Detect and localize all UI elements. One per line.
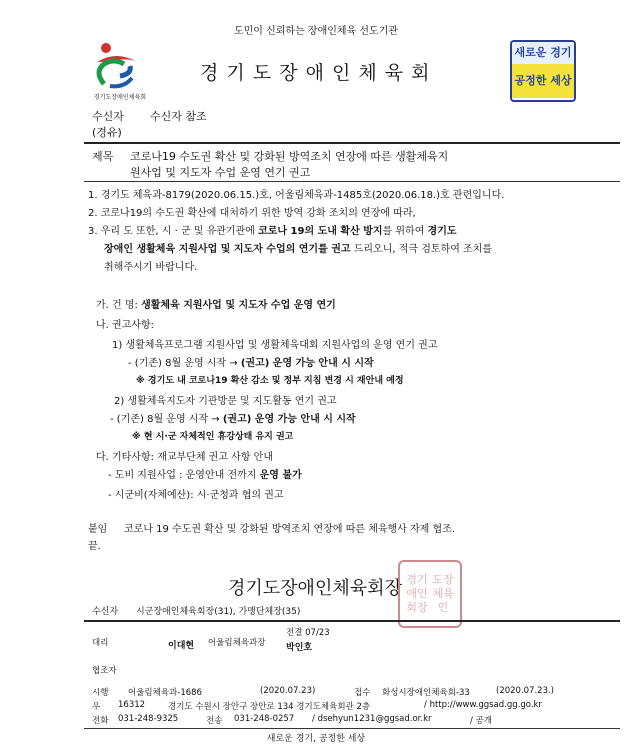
item-na-1-sub [128,354,374,369]
receipt-value: 화성시장애인체육회-33 [382,688,470,698]
official-seal [398,560,462,628]
phone-label: 전화 [92,716,109,726]
receipt-date: (2020.07.23.) [496,686,555,696]
item-na-2-note: ※ 현 시·군 자체적인 휴강상태 유지 권고 [132,432,294,442]
enforce-date: (2020.07.23) [260,686,316,696]
divider-top [84,142,620,144]
item-da-2: - 시군비(자체예산): 시·군청과 협의 권고 [108,490,284,501]
approval-name-3: 박인호 [286,643,313,653]
via-label: (경유) [92,126,122,139]
postal-code: 16312 [118,700,146,710]
seal-char: 도장 [432,573,454,586]
item-na-1-sub-a: - (기존) 8월 운영 시작 → [128,358,241,369]
badge-top-text: 새로운 경기 [512,42,574,64]
footer-slogan: 새로운 경기, 공정한 세상 [266,734,366,744]
body-paragraph-3-line-1 [88,222,457,237]
item-ga-value: 생활체육 지원사업 및 지도자 수업 운영 연기 [141,300,336,311]
organization-title: 경 기 도 장 애 인 체 육 회 [200,62,431,84]
distribution-value: 시군장애인체육회장(31), 가맹단체장(35) [136,607,301,617]
item-da-1-b: 운영 불가 [259,470,302,481]
header-slogan: 도민이 신뢰하는 장애인체육 선도기관 [233,26,399,37]
subject-label: 제목 [92,150,114,163]
approval-name-1: 이대현 [168,641,195,651]
item-na-1: 1) 생활체육프로그램 지원사업 및 생활체육대회 지원사업의 운영 연기 권고 [112,340,438,351]
recipient-label: 수신자 [92,110,124,123]
subject-line-2: 원사업 및 지도자 수업 운영 연기 권고 [130,166,311,179]
approval-role-1: 대리 [92,638,109,648]
item-na-1-sub-b: (권고) 운영 가능 안내 시 시작 [240,358,374,369]
public-status: / 공개 [470,716,492,726]
item-na-2-sub-a: - (기존) 8월 운영 시작 → [110,414,223,425]
address: 경기도 수원시 장안구 장안로 134 경기도체육회관 2층 [168,702,371,712]
item-ga [96,296,336,311]
item-ga-label: 가. 건 명: [96,300,142,311]
item-na-2-sub-b: (권고) 운영 가능 안내 시 시작 [222,414,356,425]
badge-bottom-text: 공정한 세상 [512,64,574,98]
logo-mark-icon [92,40,142,90]
subject-line-1: 코로나19 수도권 확산 및 강화된 방역조치 연장에 따른 생활체육지 [130,150,449,163]
item-na: 나. 권고사항: [96,320,155,331]
divider-footer [84,728,620,729]
attachment-label: 붙임 [88,524,108,535]
p3-text-b: 코로나 19의 도내 확산 방지 [258,226,383,237]
p3-text-a: 3. 우리 도 또한, 시 · 군 및 유관기관에 [88,226,259,237]
p3-line2-bold: 장애인 생활체육 지원사업 및 지도자 수업의 연기를 권고 [104,244,351,255]
approval-role-2: 어울림체육과장 [208,638,266,648]
item-na-2: 2) 생활체육지도자 기관방문 및 지도활동 연기 권고 [114,396,337,407]
phone-number: 031-248-9325 [118,714,179,724]
fax-label: 전송 [206,716,223,726]
p3-text-d: 경기도 [427,226,457,237]
item-da-1 [108,466,302,481]
item-da: 다. 기타사항: 재교부단체 권고 사항 안내 [96,452,274,463]
divider-subject [84,181,620,182]
seal-char: 인 [437,601,449,614]
item-da-1-a: - 도비 지원사업 : 운영안내 전까지 [108,470,260,481]
approval-role-3: 전결 07/23 [286,628,330,638]
seal-char: 애인 [406,587,428,600]
cooperator-label: 협조자 [92,666,117,676]
postal-label: 우 [92,702,101,712]
enforce-value: 어울림체육과-1686 [128,688,202,698]
item-na-2-sub [110,410,356,425]
slogan-badge [510,40,576,102]
receipt-label: 접수 [354,688,371,698]
issuer-name: 경기도장애인체육회장 [228,578,402,599]
organization-logo [92,40,147,101]
email-address[interactable]: / dsehyun1231@ggsad.or.kr [312,714,432,724]
website-url[interactable]: / http://www.ggsad.gg.go.kr [424,700,542,710]
recipient-value: 수신자 참조 [150,110,207,123]
p3-line2-rest: 드리오니, 적극 검토하여 조치를 [350,244,493,255]
logo-caption: 경기도장애인체육회 [93,94,147,101]
attachment-text: 코로나 19 수도권 확산 및 강화된 방역조치 연장에 따른 체육행사 자제 협조. [124,524,456,535]
body-paragraph-3-line-3: 취해주시기 바랍니다. [104,262,198,273]
attachment-end: 끝. [88,541,101,552]
fax-number: 031-248-0257 [234,714,295,724]
enforce-label: 시행 [92,688,109,698]
p3-text-c: 를 위하여 [382,226,428,237]
body-paragraph-1: 1. 경기도 체육과-8179(2020.06.15.)호, 어울림체육과-1485호(2020.06.18.)호 관련입니다. [88,190,505,201]
seal-char: 경기 [406,573,428,586]
item-na-1-note: ※ 경기도 내 코로나19 확산 감소 및 정부 지침 변경 시 재안내 예정 [136,376,404,386]
distribution-label: 수신자 [92,607,119,617]
body-paragraph-3-line-2 [104,240,492,255]
divider-approval [84,620,620,622]
seal-char: 회장 [406,601,428,614]
body-paragraph-2: 2. 코로나19의 수도권 확산에 대처하기 위한 방역 강화 조치의 연장에 따라, [88,208,416,219]
seal-char: 체육 [432,587,454,600]
